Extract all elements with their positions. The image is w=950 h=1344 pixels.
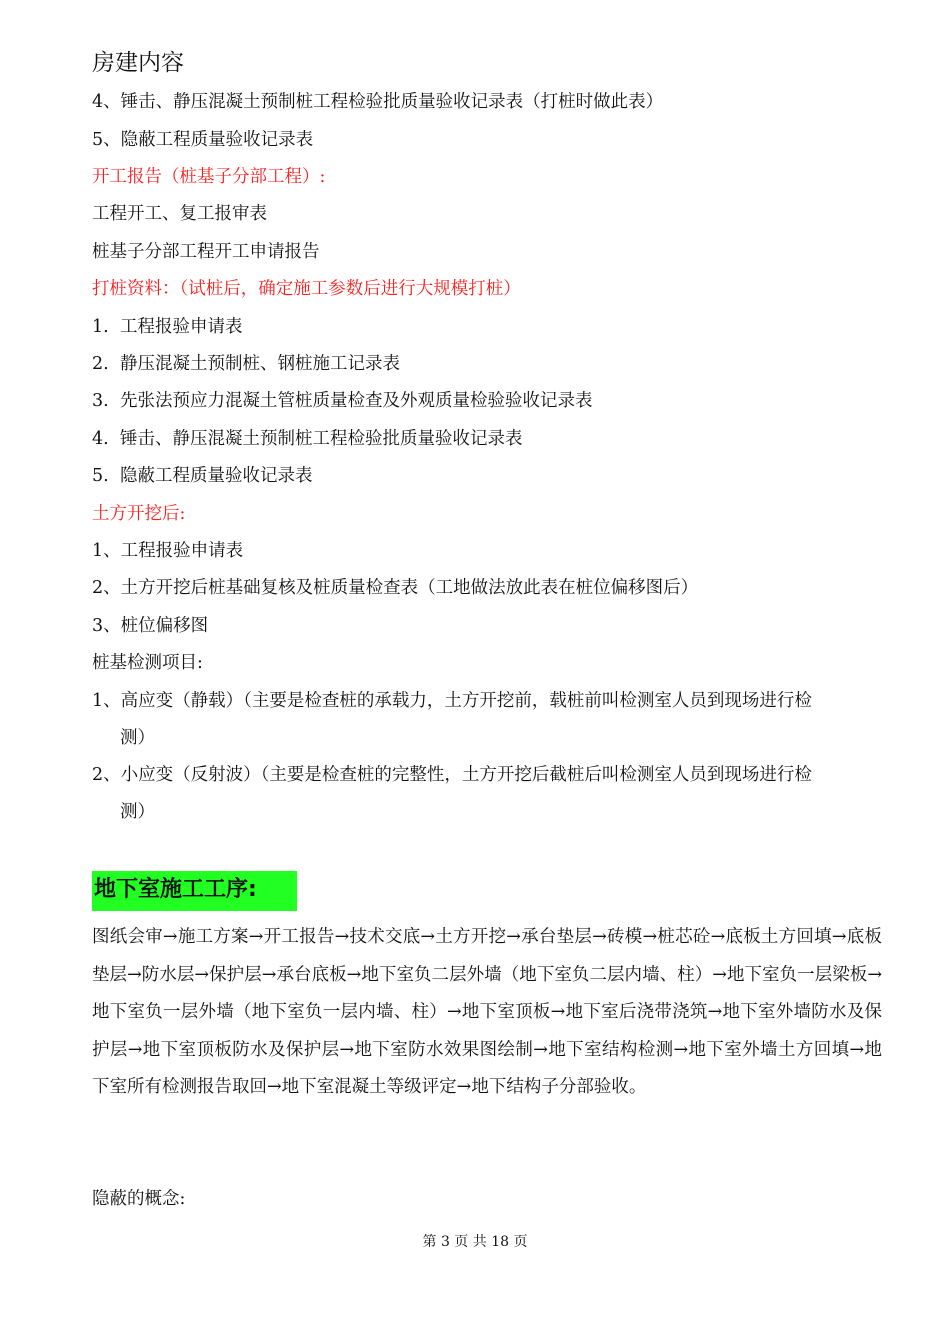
list-item: 工程开工、复工报审表: [92, 204, 267, 224]
section-heading-jiance: 桩基检测项目:: [92, 653, 203, 673]
list-item: [92, 458, 313, 495]
list-number: 1.: [92, 317, 109, 337]
list-item: 2、土方开挖后桩基础复核及桩质量检查表（工地做法放此表在桩位偏移图后）: [92, 578, 699, 598]
list-number: 5.: [92, 466, 109, 486]
list-text: 隐蔽工程质量验收记录表: [120, 466, 313, 486]
list-number: 3.: [92, 391, 109, 411]
list-number: 4.: [92, 429, 109, 449]
list-text-continued: 测）: [120, 728, 155, 748]
list-item: 桩基子分部工程开工申请报告: [92, 242, 320, 262]
list-text: 锤击、静压混凝土预制桩工程检验批质量验收记录表: [120, 429, 523, 449]
section-heading-kaigong: 开工报告（桩基子分部工程）:: [92, 167, 326, 187]
list-item: 3、桩位偏移图: [92, 616, 209, 636]
list-item: 5、隐蔽工程质量验收记录表: [92, 130, 314, 150]
list-item: [92, 309, 243, 346]
list-text-continued: 测）: [120, 802, 155, 822]
list-item: [92, 346, 400, 383]
document-header: 房建内容: [92, 50, 184, 76]
list-item: [92, 421, 523, 458]
list-item: [92, 757, 892, 831]
basement-section-title: 地下室施工工序:: [92, 871, 297, 911]
list-text: 工程报验申请表: [120, 317, 243, 337]
list-item: 4、锤击、静压混凝土预制桩工程检验批质量验收记录表（打桩时做此表）: [92, 92, 664, 112]
page-footer: 第 3 页 共 18 页: [422, 1234, 528, 1250]
list-text: 静压混凝土预制桩、钢桩施工记录表: [120, 354, 400, 374]
list-text: 先张法预应力混凝土管桩质量检查及外观质量检验验收记录表: [120, 391, 593, 411]
hidden-concept-heading: 隐蔽的概念:: [92, 1189, 186, 1209]
list-item: [92, 683, 892, 757]
list-item: 1、工程报验申请表: [92, 541, 244, 561]
list-number: 2.: [92, 354, 109, 374]
section-heading-tufang: 土方开挖后:: [92, 504, 186, 524]
list-item: [92, 383, 593, 420]
list-text: 1、高应变（静载）（主要是检查桩的承载力，土方开挖前，载桩前叫检测室人员到现场进行检: [92, 691, 812, 711]
section-heading-dazhuang: 打桩资料：（试桩后，确定施工参数后进行大规模打桩）: [92, 279, 521, 299]
basement-process-flow: 图纸会审→施工方案→开工报告→技术交底→土方开挖→承台垫层→砖模→桩芯砼→底板土方回填→底板垫层→防水层→保护层→承台底板→地下室负二层外墙（地下室负二层内墙、柱）→地下室负一层梁板→地下室负一层外墙（地下室负一层内墙、柱）→地下室顶板→地下室后浇带浇筑→地下室外墙防水及保护层→地下室顶板防水及保护层→地下室防水效果图绘制→地下室结构检测→地下室外墙土方回填→地下室所有检测报告取回→地下室混凝土等级评定→地下结构子分部验收。: [92, 927, 882, 1097]
list-text: 2、小应变（反射波）（主要是检查桩的完整性，土方开挖后截桩后叫检测室人员到现场进行检: [92, 765, 812, 785]
